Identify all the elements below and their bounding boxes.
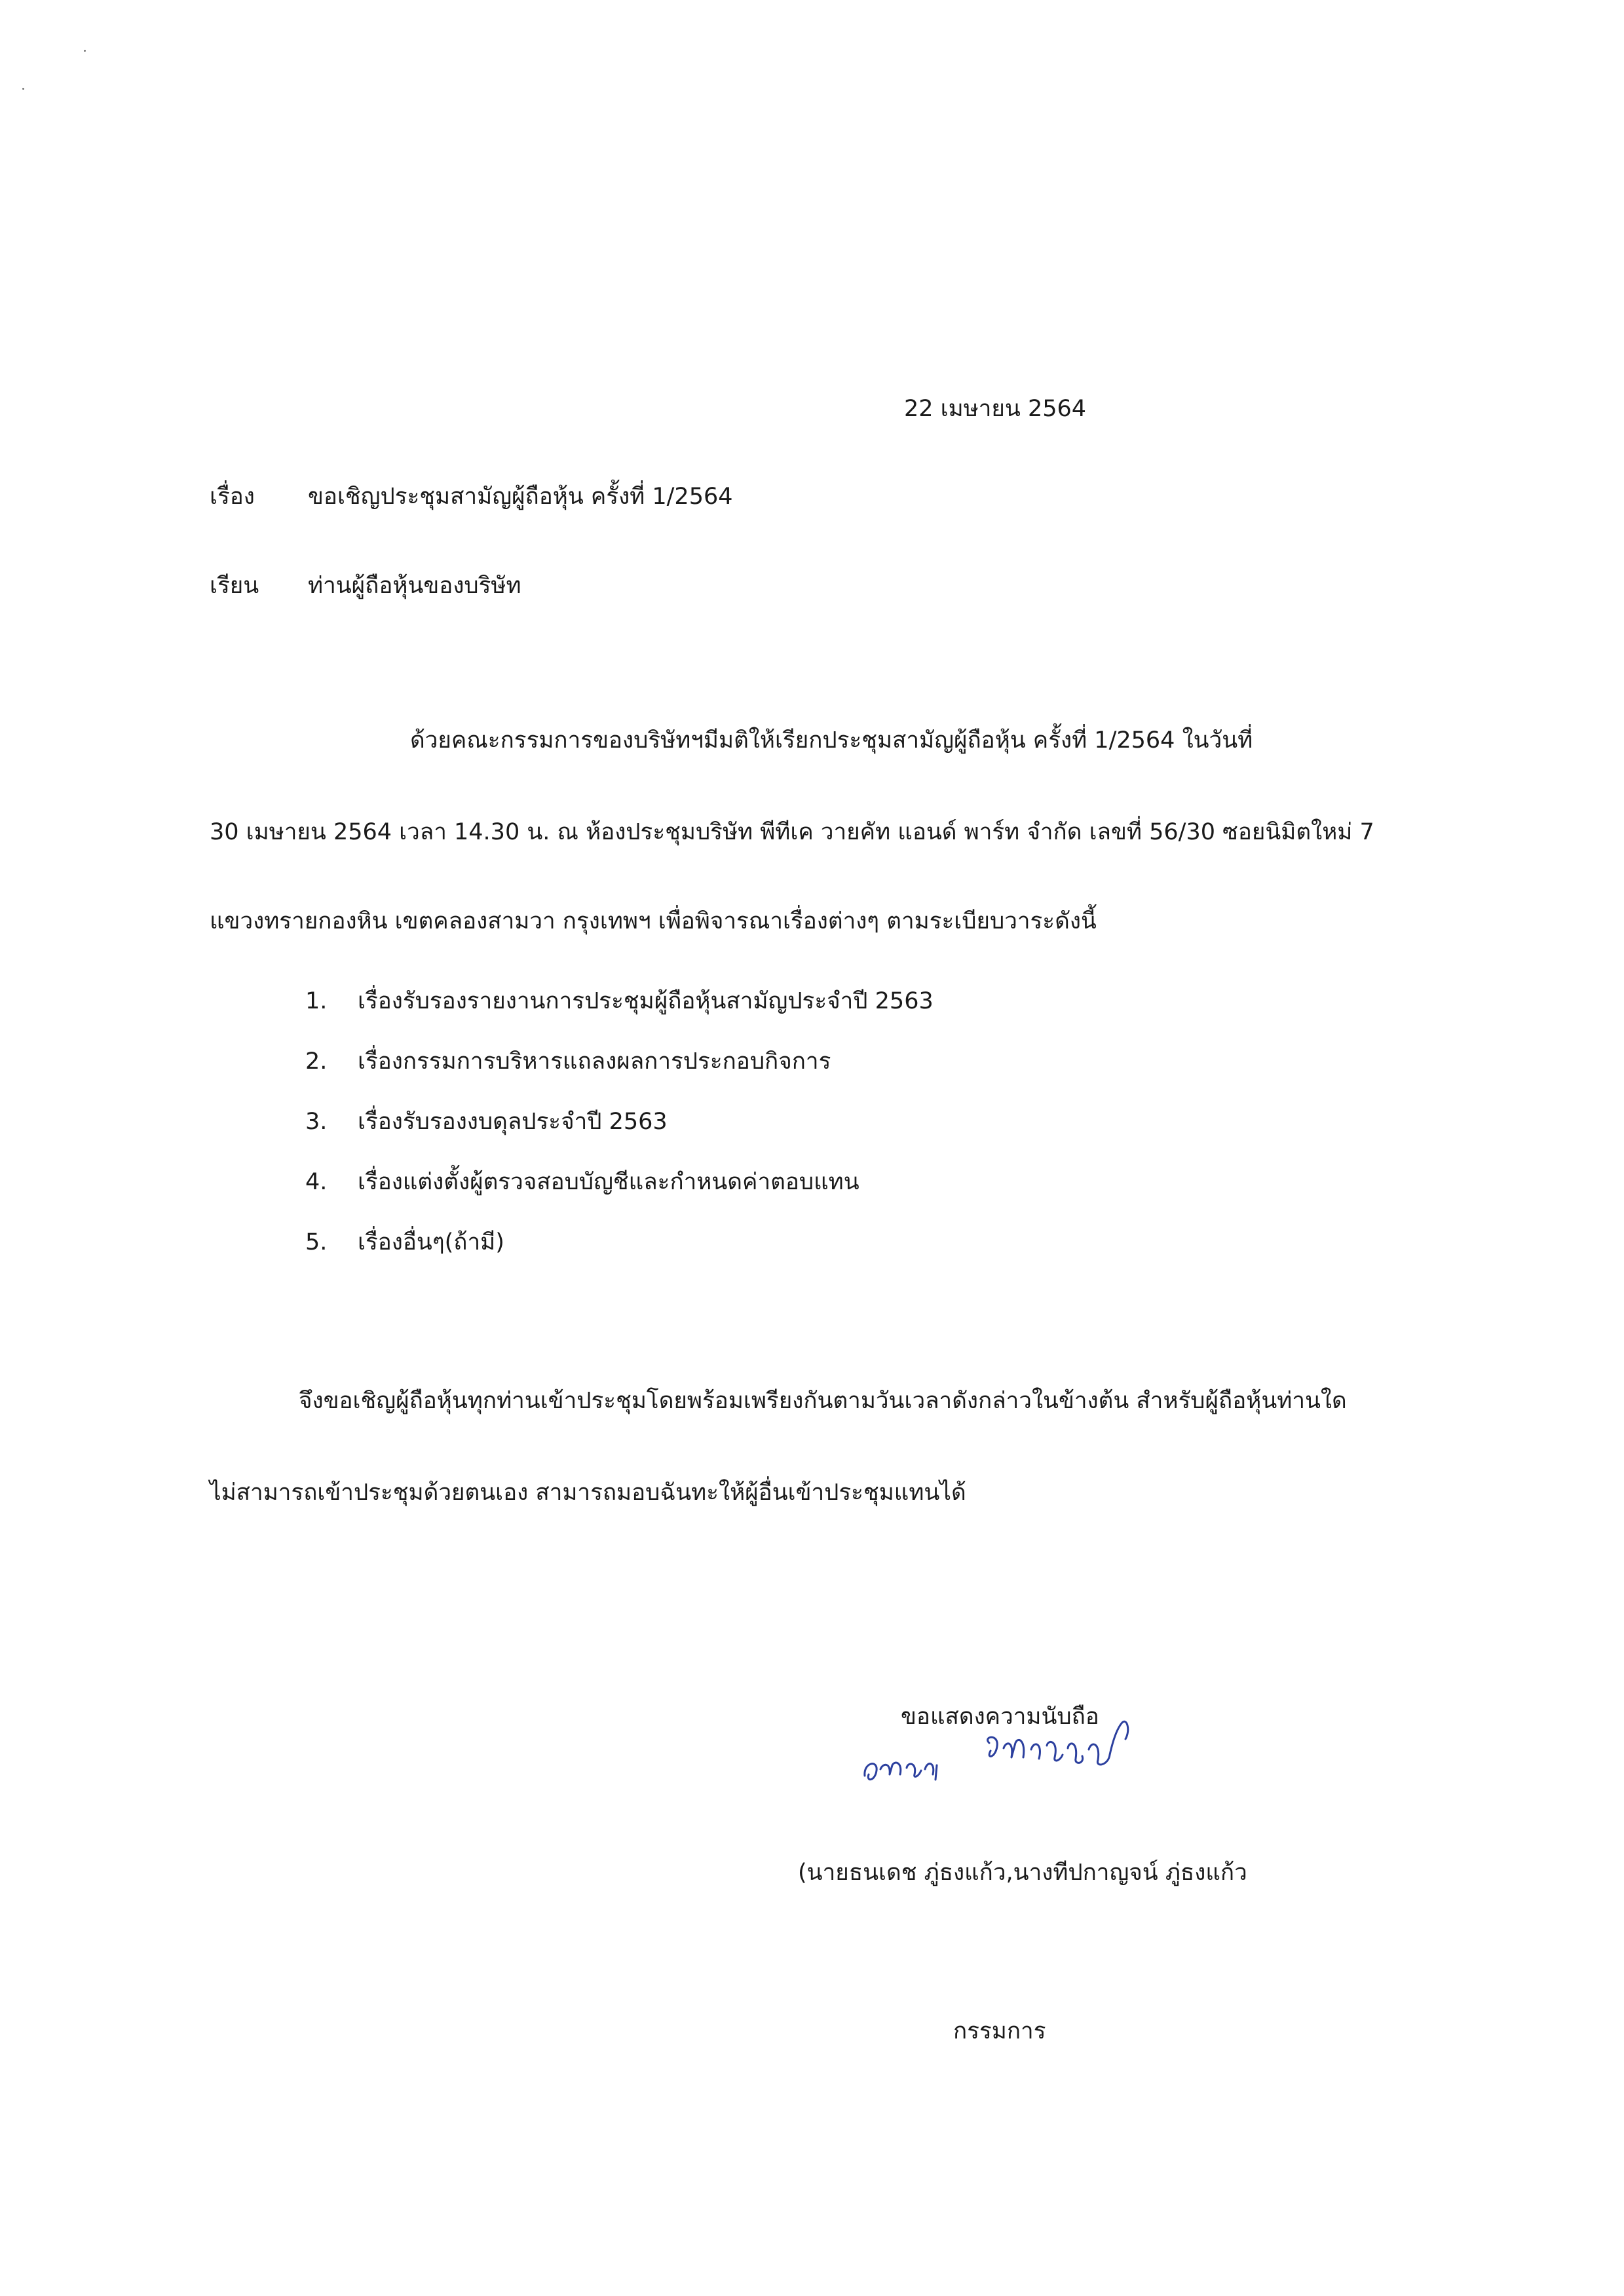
agenda-item — [305, 1224, 934, 1284]
agenda-item — [305, 983, 934, 1043]
agenda-list — [305, 983, 934, 1284]
subject-label: เรื่อง — [210, 484, 255, 510]
signatory-names: (นายธนเดช ภู่ธงแก้ว,นางทีปกาญจน์ ภู่ธงแก้ว — [798, 1860, 1247, 1886]
agenda-number: 2. — [305, 1048, 328, 1075]
agenda-number: 4. — [305, 1169, 328, 1195]
recipient-label: เรียน — [210, 573, 259, 599]
agenda-text: เรื่องรับรองงบดุลประจำปี 2563 — [358, 1109, 668, 1135]
agenda-number: 3. — [305, 1109, 328, 1135]
scan-speck — [22, 88, 24, 90]
handwritten-signature — [852, 1697, 1192, 1795]
signatory-position: กรรมการ — [953, 2018, 1046, 2044]
closing-line: ไม่สามารถเข้าประชุมด้วยตนเอง สามารถมอบฉันทะให้ผู้อื่นเข้าประชุมแทนได้ — [210, 1480, 966, 1506]
recipient-text: ท่านผู้ถือหุ้นของบริษัท — [308, 573, 521, 599]
agenda-item — [305, 1103, 934, 1164]
closing-line: จึงขอเชิญผู้ถือหุ้นทุกท่านเข้าประชุมโดยพร้อมเพรียงกันตามวันเวลาดังกล่าวในข้างต้น สำหรับผู้ถือหุ้นท่านใด — [299, 1388, 1347, 1414]
letter-date: 22 เมษายน 2564 — [904, 396, 1087, 422]
intro-line: แขวงทรายกองหิน เขตคลองสามวา กรุงเทพฯ เพื่อพิจารณาเรื่องต่างๆ ตามระเบียบวาระดังนี้ — [210, 908, 1097, 934]
agenda-text: เรื่องแต่งตั้งผู้ตรวจสอบบัญชีและกำหนดค่าตอบแทน — [358, 1169, 859, 1195]
signature-stroke — [988, 1721, 1128, 1765]
agenda-item — [305, 1164, 934, 1224]
agenda-text: เรื่องอื่นๆ(ถ้ามี) — [358, 1229, 504, 1255]
intro-line: ด้วยคณะกรรมการของบริษัทฯมีมติให้เรียกประชุมสามัญผู้ถือหุ้น ครั้งที่ 1/2564 ในวันที่ — [410, 727, 1253, 754]
sign-off: ขอแสดงความนับถือ — [901, 1704, 1099, 1730]
agenda-number: 5. — [305, 1229, 328, 1255]
signature-stroke — [865, 1763, 937, 1780]
agenda-text: เรื่องกรรมการบริหารแถลงผลการประกอบกิจการ — [358, 1048, 831, 1075]
agenda-item — [305, 1043, 934, 1103]
scan-speck — [84, 50, 86, 52]
agenda-number: 1. — [305, 988, 328, 1014]
intro-line: 30 เมษายน 2564 เวลา 14.30 น. ณ ห้องประชุมบริษัท พีทีเค วายคัท แอนด์ พาร์ท จำกัด เลขที่ 56/30 ซอยนิมิตใหม่ 7 — [210, 819, 1374, 845]
agenda-text: เรื่องรับรองรายงานการประชุมผู้ถือหุ้นสามัญประจำปี 2563 — [358, 988, 934, 1014]
subject-text: ขอเชิญประชุมสามัญผู้ถือหุ้น ครั้งที่ 1/2564 — [308, 484, 733, 510]
